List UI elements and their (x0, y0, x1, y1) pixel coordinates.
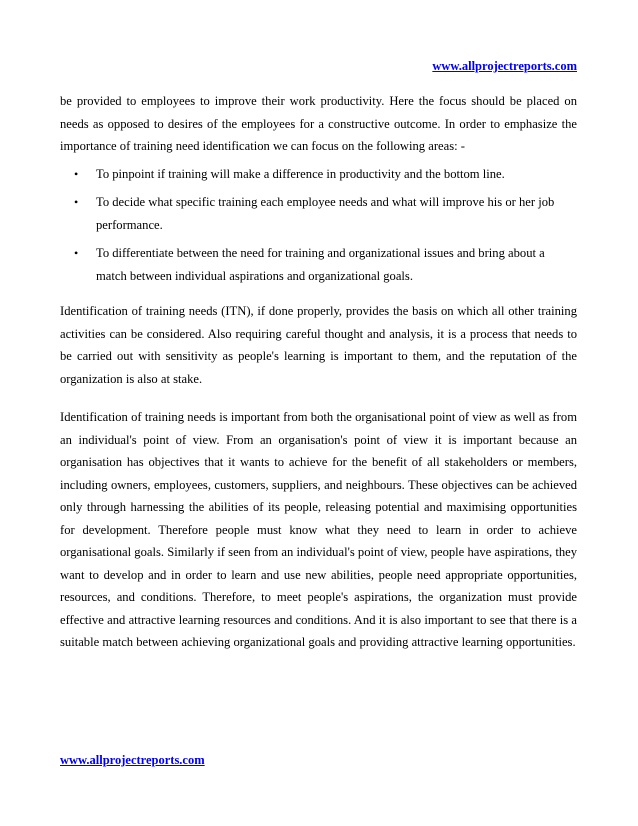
list-item (60, 191, 577, 236)
bullet-icon: • (74, 246, 79, 260)
itn-paragraph: Identification of training needs (ITN), if done properly, provides the basis on which all other training activities can be considered. Also requiring careful thought and analysis, it is a process that needs to be carried out with sensitivity as people's learning is important to them, and the reputation of the organization is also at stake. (60, 304, 577, 386)
list-item-text: To pinpoint if training will make a difference in productivity and the bottom line. (96, 166, 505, 181)
training-areas-list (60, 163, 577, 288)
list-item-text: To differentiate between the need for training and organizational issues and bring about a match between individual aspirations and organizational goals. (96, 246, 545, 283)
paragraph-spacer (60, 390, 577, 406)
bullet-icon: • (74, 166, 79, 181)
list-item (60, 163, 577, 186)
page-body (60, 90, 577, 654)
list-item-text: To decide what specific training each employee needs and what will improve his or her job performance. (96, 195, 555, 232)
intro-paragraph: be provided to employees to improve their work productivity. Here the focus should be placed on needs as opposed to desires of the employees for a constructive outcome. In order to emphasize the importance of training need identification we can focus on the following areas: - (60, 94, 577, 153)
list-item (60, 242, 577, 287)
bullet-icon: • (74, 195, 79, 209)
footer-website-link[interactable]: www.allprojectreports.com (60, 753, 205, 767)
header-website-link[interactable]: www.allprojectreports.com (432, 59, 577, 73)
importance-paragraph: Identification of training needs is important from both the organisational point of view as well as from an individual's point of view. From an organisation's point of view it is important because an organisation has objectives that it wants to achieve for the benefit of all stakeholders or members, including owners, employees, customers, suppliers, and neighbours. These objectives can be achieved only through harnessing the abilities of its people, releasing potential and maximising opportunities for development. Therefore people must know what they need to learn in order to achieve organisational goals. Similarly if seen from an individual's point of view, people have aspirations, they want to develop and in order to learn and use new abilities, people need appropriate opportunities, resources, and conditions. Therefore, to meet people's aspirations, the organization must provide effective and attractive learning resources and conditions. And it is also important to see that there is a suitable match between achieving organizational goals and providing attractive learning opportunities. (60, 410, 577, 649)
